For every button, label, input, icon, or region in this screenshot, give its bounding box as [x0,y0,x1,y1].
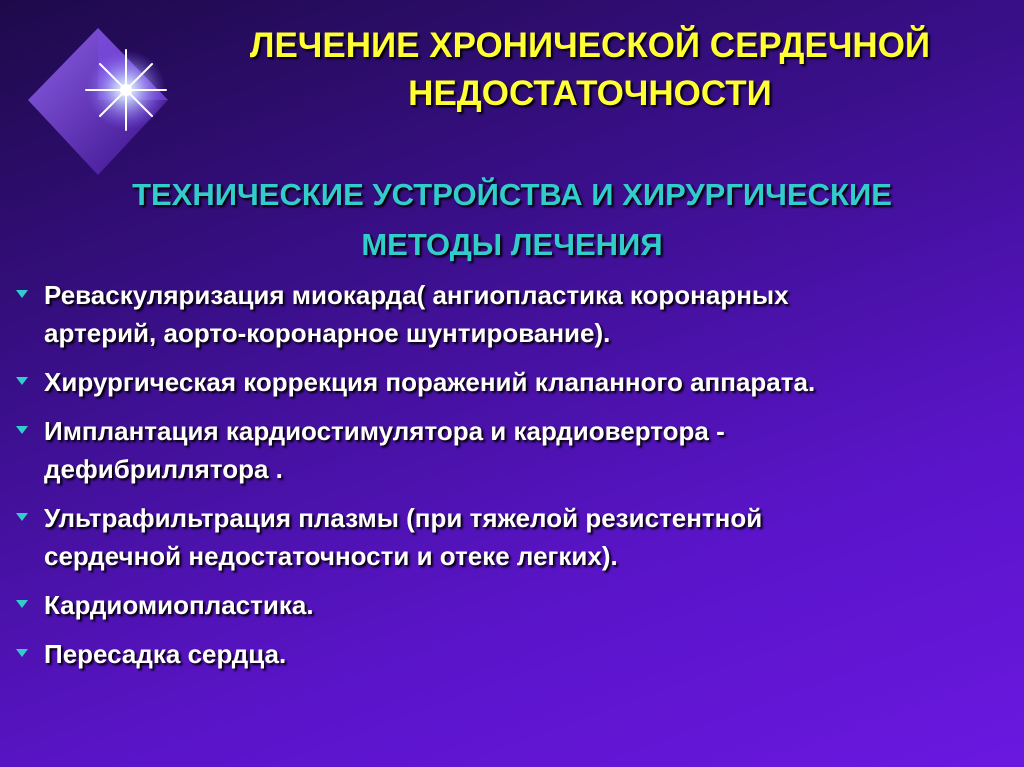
list-item [10,586,1000,624]
triangle-bullet-icon [16,426,28,434]
list-item [10,635,1000,673]
subtitle-line-2: МЕТОДЫ ЛЕЧЕНИЯ [361,227,663,262]
subtitle-line-1: ТЕХНИЧЕСКИЕ УСТРОЙСТВА И ХИРУРГИЧЕСКИЕ [132,177,892,212]
item-line-1: Имплантация кардиостимулятора и кардиовертора - [44,416,725,446]
triangle-bullet-icon [16,377,28,385]
item-line-2: артерий, аорто-коронарное шунтирование). [44,318,611,348]
treatment-list [10,276,1000,684]
slide-title [190,22,990,118]
item-line-1: Хирургическая коррекция поражений клапанного аппарата. [44,367,816,397]
diamond-star-logo [18,20,188,180]
triangle-bullet-icon [16,600,28,608]
item-line-1: Ультрафильтрация плазмы (при тяжелой резистентной [44,503,763,533]
item-line-1: Пересадка сердца. [44,639,287,669]
triangle-bullet-icon [16,290,28,298]
item-line-2: сердечной недостаточности и отеке легких). [44,541,618,571]
section-subtitle [60,170,964,270]
item-line-2: дефибриллятора . [44,454,283,484]
triangle-bullet-icon [16,513,28,521]
item-line-1: Кардиомиопластика. [44,590,314,620]
title-line-1: ЛЕЧЕНИЕ ХРОНИЧЕСКОЙ СЕРДЕЧНОЙ [249,26,931,65]
title-line-2: НЕДОСТАТОЧНОСТИ [408,74,772,113]
triangle-bullet-icon [16,649,28,657]
list-item [10,412,1000,488]
list-item [10,363,1000,401]
list-item [10,499,1000,575]
item-line-1: Реваскуляризация миокарда( ангиопластика коронарных [44,280,789,310]
list-item [10,276,1000,352]
